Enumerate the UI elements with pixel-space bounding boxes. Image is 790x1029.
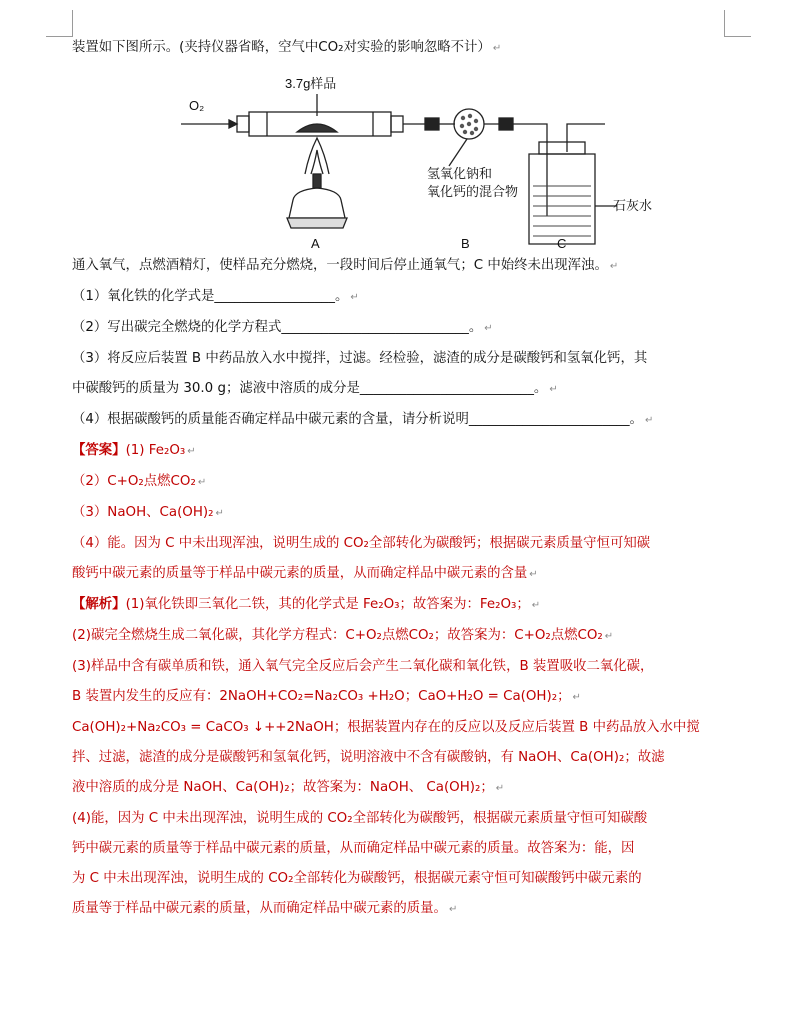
sample-label: 3.7g样品 — [285, 76, 337, 91]
answer-3 — [72, 498, 732, 529]
flame — [305, 138, 329, 174]
apparatus-label-c: C — [557, 236, 567, 251]
c-reagent-label: 石灰水 — [613, 198, 653, 213]
answer-4-text-2: 酸钙中碳元素的质量等于样品中碳元素的质量，从而确定样品中碳元素的含量 — [72, 566, 528, 581]
apparatus-label-b: B — [461, 236, 470, 251]
analysis-4-line4 — [72, 894, 732, 925]
apparatus-diagram — [177, 66, 653, 251]
analysis-4-text-1: (4)能，因为 C 中未出现浑浊，说明生成的 CO₂全部转化为碳酸钙，根据碳元素质量守恒可知碳酸 — [72, 811, 648, 826]
question-1-text: （1）氧化铁的化学式是__________________。 — [72, 289, 349, 304]
analysis-3-text-1: (3)样品中含有碳单质和铁，通入氧气完全反应后会产生二氧化碳和氧化铁，B 装置吸收二氧化碳， — [72, 659, 654, 674]
question-3-text-1: （3）将反应后装置 B 中药品放入水中搅拌，过滤。经检验，滤渣的成分是碳酸钙和氢氧化钙，其 — [72, 351, 648, 366]
paragraph-mark-icon: ↵ — [549, 384, 558, 395]
question-3-line2 — [72, 374, 732, 405]
apparatus-label-a: A — [311, 236, 320, 251]
page-corner-mark-left — [46, 10, 73, 37]
analysis-4-line2 — [72, 834, 732, 864]
analysis-3-line3 — [72, 713, 732, 743]
answer-1-text: (1) Fe₂O₃ — [125, 443, 186, 458]
analysis-4-text-3: 为 C 中未出现浑浊，说明生成的 CO₂全部转化为碳酸钙，根据碳元素守恒可知碳酸钙中碳元素的 — [72, 871, 642, 886]
paragraph-mark-icon: ↵ — [484, 323, 493, 334]
b-label-line1: 氢氧化钠和 — [427, 166, 493, 181]
intro-line — [72, 33, 732, 64]
analysis-1-text: (1)氧化铁即三氧化二铁，其的化学式是 Fe₂O₃；故答案为：Fe₂O₃； — [125, 597, 530, 612]
analysis-1 — [72, 590, 732, 621]
question-4-text: （4）根据碳酸钙的质量能否确定样品中碳元素的含量，请分析说明________________________。 — [72, 412, 643, 427]
answer-4-line1 — [72, 529, 732, 559]
o2-label: O₂ — [189, 98, 205, 113]
answer-4-text-1: （4）能。因为 C 中未出现浑浊，说明生成的 CO₂全部转化为碳酸钙；根据碳元素质量守恒可知碳 — [72, 536, 651, 551]
paragraph-mark-icon: ↵ — [495, 783, 505, 794]
paragraph-mark-icon: ↵ — [572, 692, 581, 703]
o2-arrow-head — [229, 120, 237, 128]
question-2 — [72, 313, 732, 344]
paragraph-mark-icon: ↵ — [492, 43, 502, 54]
analysis-4-text-4: 质量等于样品中碳元素的质量，从而确定样品中碳元素的质量。 — [72, 901, 447, 916]
paragraph-mark-icon: ↵ — [448, 904, 458, 915]
question-3-line1 — [72, 344, 732, 374]
answer-tag: 【答案】 — [72, 443, 126, 458]
document-page — [72, 33, 732, 925]
analysis-3-line1 — [72, 652, 732, 682]
intro-text: 装置如下图所示。(夹持仪器省略，空气中CO₂对实验的影响忽略不计） — [72, 40, 491, 55]
analysis-tag: 【解析】 — [72, 597, 126, 612]
inlet-tube-c — [513, 124, 547, 216]
analysis-3-line4 — [72, 743, 732, 773]
apparatus-figure — [72, 66, 732, 251]
analysis-2 — [72, 621, 732, 652]
analysis-2-text: (2)碳完全燃烧生成二氧化碳，其化学方程式：C+O₂点燃CO₂；故答案为：C+O₂点燃CO₂ — [72, 628, 603, 643]
analysis-4-line1 — [72, 804, 732, 834]
tube-a-left-stopper — [237, 116, 249, 132]
analysis-3-text-3: Ca(OH)₂+Na₂CO₃ = CaCO₃ ↓++2NaOH；根据装置内存在的反应以及反应后装置 B 中药品放入水中搅 — [72, 720, 700, 735]
analysis-3-line5 — [72, 773, 732, 804]
b-label-line2: 氧化钙的混合物 — [427, 184, 519, 199]
sample-pile — [297, 124, 337, 132]
paragraph-mark-icon: ↵ — [187, 446, 196, 457]
analysis-3-text-5: 液中溶质的成分是 NaOH、Ca(OH)₂；故答案为：NaOH、 Ca(OH)₂； — [72, 780, 494, 795]
answer-3-text: （3）NaOH、Ca(OH)₂ — [72, 505, 214, 520]
analysis-3-text-2: B 装置内发生的反应有：2NaOH+CO₂=Na₂CO₃ +H₂O；CaO+H₂O = Ca(OH)₂； — [72, 689, 571, 704]
analysis-3-text-4: 拌、过滤，滤渣的成分是碳酸钙和氢氧化钙，说明溶液中不含有碳酸钠，有 NaOH、Ca(OH)₂；故滤 — [72, 750, 665, 765]
bottle-c-stopper — [539, 142, 585, 154]
answer-1 — [72, 436, 732, 467]
answer-2-text: （2）C+O₂点燃CO₂ — [72, 474, 196, 489]
paragraph-mark-icon: ↵ — [644, 415, 654, 426]
paragraph-mark-icon: ↵ — [197, 477, 207, 488]
analysis-4-line3 — [72, 864, 732, 894]
analysis-4-text-2: 钙中碳元素的质量等于样品中碳元素的质量，从而确定样品中碳元素的质量。故答案为：能，因 — [72, 841, 635, 856]
answer-2 — [72, 467, 732, 498]
paragraph-mark-icon: ↵ — [215, 508, 224, 519]
bottle-c-body — [529, 154, 595, 244]
paragraph-mark-icon: ↵ — [529, 569, 538, 580]
paragraph-mark-icon: ↵ — [609, 261, 619, 272]
question-4 — [72, 405, 732, 436]
tube-a-right-stopper — [391, 116, 403, 132]
paragraph-mark-icon: ↵ — [604, 631, 614, 642]
paragraph-mark-icon: ↵ — [531, 600, 541, 611]
question-stem — [72, 251, 732, 282]
question-1 — [72, 282, 732, 313]
paragraph-mark-icon: ↵ — [350, 292, 359, 303]
question-stem-text: 通入氧气，点燃酒精灯，使样品充分燃烧，一段时间后停止通氧气；C 中始终未出现浑浊。 — [72, 258, 608, 273]
question-3-text-2: 中碳酸钙的质量为 30.0 g；滤液中溶质的成分是__________________________。 — [72, 381, 548, 396]
question-2-text: （2）写出碳完全燃烧的化学方程式____________________________。 — [72, 320, 483, 335]
analysis-3-line2 — [72, 682, 732, 713]
alcohol-burner — [289, 188, 345, 218]
answer-4-line2 — [72, 559, 732, 590]
